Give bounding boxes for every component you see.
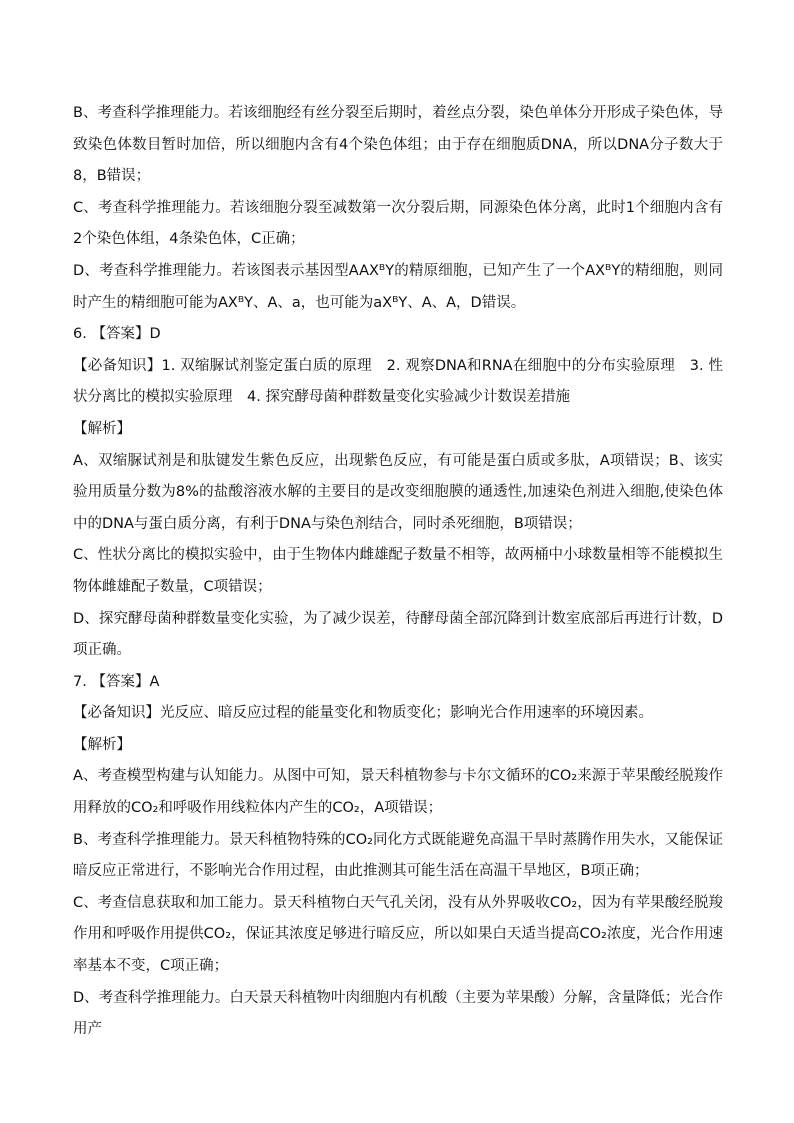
paragraph-7d: D、考查科学推理能力。白天景天科植物叶肉细胞内有机酸（主要为苹果酸）分解，含量降低；光合作用产 [73, 989, 723, 1038]
answer-6: 6. 【答案】D [73, 326, 161, 343]
answer-7: 7. 【答案】A [73, 673, 160, 690]
document-body [73, 98, 723, 1046]
paragraph-7a: A、考查模型构建与认知能力。从图中可知，景天科植物参与卡尔文循环的CO₂来源于苹果酸经脱羧作用释放的CO₂和呼吸作用线粒体内产生的CO₂，A项错误； [73, 768, 723, 817]
knowledge-7: 【必备知识】光反应、暗反应过程的能量变化和物质变化；影响光合作用速率的环境因素。 [73, 705, 653, 722]
analysis-heading-6: 【解析】 [73, 420, 131, 437]
paragraph-6ab: A、双缩脲试剂是和肽键发生紫色反应，出现紫色反应，有可能是蛋白质或多肽，A项错误；B、该实验用质量分数为8%的盐酸溶液水解的主要目的是改变细胞膜的通透性,加速染色剂进入细胞,使染色体中的DNA与蛋白质分离，有利于DNA与染色剂结合，同时杀死细胞，B项错误； [73, 452, 723, 532]
paragraph-5d: D、考查科学推理能力。若该图表示基因型AAXᴮY的精原细胞，已知产生了一个AXᴮY的精细胞，则同时产生的精细胞可能为AXᴮY、A、a，也可能为aXᴮY、A、A，D错误。 [73, 262, 723, 311]
analysis-heading-7: 【解析】 [73, 736, 131, 753]
paragraph-6d: D、探究酵母菌种群数量变化实验，为了减少误差，待酵母菌全部沉降到计数室底部后再进行计数，D项正确。 [73, 610, 723, 659]
paragraph-6c: C、性状分离比的模拟实验中，由于生物体内雌雄配子数量不相等，故两桶中小球数量相等不能模拟生物体雌雄配子数量，C项错误； [73, 547, 723, 595]
knowledge-6: 【必备知识】1. 双缩脲试剂鉴定蛋白质的原理 2. 观察DNA和RNA在细胞中的分布实验原理 3. 性状分离比的模拟实验原理 4. 探究酵母菌种群数量变化实验减少计数误差措施 [73, 357, 723, 406]
paragraph-7b: B、考查科学推理能力。景天科植物特殊的CO₂同化方式既能避免高温干旱时蒸腾作用失水，又能保证暗反应正常进行，不影响光合作用过程，由此推测其可能生活在高温干旱地区，B项正确； [73, 831, 723, 880]
paragraph-7c: C、考查信息获取和加工能力。景天科植物白天气孔关闭，没有从外界吸收CO₂，因为有苹果酸经脱羧作用和呼吸作用提供CO₂，保证其浓度足够进行暗反应，所以如果白天适当提高CO₂浓度，光合作用速率基本不变，C项正确； [73, 894, 723, 975]
paragraph-5c: C、考查科学推理能力。若该细胞分裂至减数第一次分裂后期，同源染色体分离，此时1个细胞内含有2个染色体组，4条染色体，C正确； [73, 199, 723, 248]
paragraph-5b: B、考查科学推理能力。若该细胞经有丝分裂至后期时，着丝点分裂，染色单体分开形成子染色体，导致染色体数目暂时加倍，所以细胞内含有4个染色体组；由于存在细胞质DNA，所以DNA分子数大于8，B错误； [73, 105, 723, 185]
